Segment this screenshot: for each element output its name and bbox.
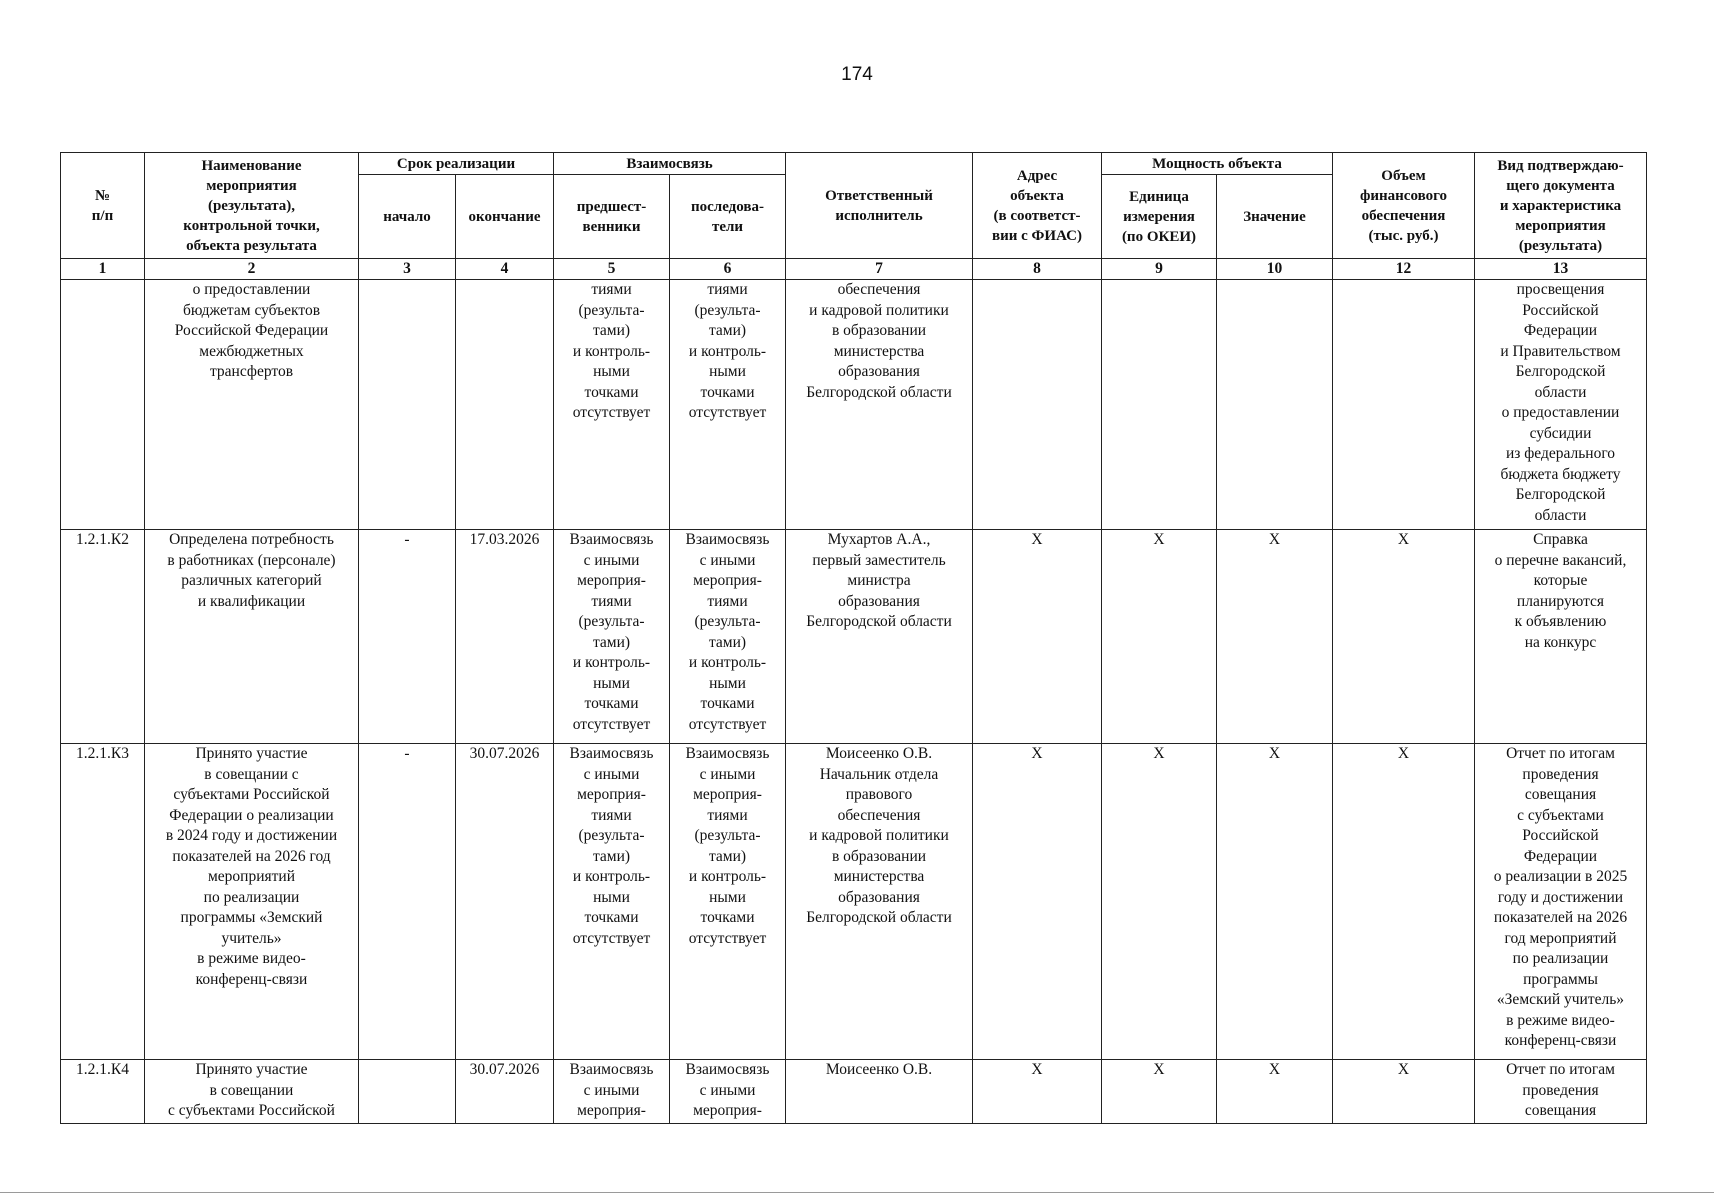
table-row <box>61 1060 1647 1124</box>
column-number: 1 <box>61 259 145 280</box>
header-start: начало <box>359 175 456 259</box>
column-number: 9 <box>1102 259 1217 280</box>
row-end <box>456 280 554 530</box>
header-link: Взаимосвязь <box>554 153 786 175</box>
row-unit: Х <box>1102 530 1217 744</box>
column-number: 12 <box>1333 259 1475 280</box>
row-finance: Х <box>1333 1060 1475 1124</box>
row-end: 30.07.2026 <box>456 1060 554 1124</box>
row-finance: Х <box>1333 530 1475 744</box>
row-address: Х <box>973 1060 1102 1124</box>
row-name: Принято участие в совещании с субъектами Российской Федерации о реализации в 2024 году и достижении показателей на 2026 год мероприятий по реализации программы «Земский учитель» в режиме видео- конференц-связи <box>145 744 359 1060</box>
row-finance <box>1333 280 1475 530</box>
row-start: - <box>359 530 456 744</box>
row-responsible: Моисеенко О.В. Начальник отдела правового обеспечения и кадровой политики в образовании министерства образования Белгородской области <box>786 744 973 1060</box>
table-header <box>61 153 1647 280</box>
column-number: 5 <box>554 259 670 280</box>
page-number: 174 <box>841 64 873 85</box>
row-name: Принято участие в совещании с субъектами Российской <box>145 1060 359 1124</box>
row-start <box>359 280 456 530</box>
row-num <box>61 280 145 530</box>
header-document: Вид подтверждаю- щего документа и характеристика мероприятия (результата) <box>1475 153 1647 259</box>
row-value <box>1217 280 1333 530</box>
row-document: Отчет по итогам проведения совещания с субъектами Российской Федерации о реализации в 2025 году и достижении показателей на 2026 год мероприятий по реализации программы «Земский учитель» в режиме видео- конференц-связи <box>1475 744 1647 1060</box>
row-responsible: обеспечения и кадровой политики в образовании министерства образования Белгородской области <box>786 280 973 530</box>
row-successors: тиями (результа- тами) и контроль- ными точками отсутствует <box>670 280 786 530</box>
header-unit: Единица измерения (по ОКЕИ) <box>1102 175 1217 259</box>
row-num: 1.2.1.К4 <box>61 1060 145 1124</box>
column-number: 6 <box>670 259 786 280</box>
row-value: Х <box>1217 530 1333 744</box>
row-name: о предоставлении бюджетам субъектов Российской Федерации межбюджетных трансфертов <box>145 280 359 530</box>
row-responsible: Мухартов А.А., первый заместитель министра образования Белгородской области <box>786 530 973 744</box>
column-number: 4 <box>456 259 554 280</box>
header-successors: последова- тели <box>670 175 786 259</box>
column-number: 10 <box>1217 259 1333 280</box>
row-value: Х <box>1217 1060 1333 1124</box>
header-power: Мощность объекта <box>1102 153 1333 175</box>
column-number: 8 <box>973 259 1102 280</box>
row-start: - <box>359 744 456 1060</box>
header-name: Наименование мероприятия (результата), контрольной точки, объекта результата <box>145 153 359 259</box>
row-address: Х <box>973 530 1102 744</box>
row-unit: Х <box>1102 744 1217 1060</box>
row-unit <box>1102 280 1217 530</box>
row-end: 17.03.2026 <box>456 530 554 744</box>
row-document: Справка о перечне вакансий, которые планируются к объявлению на конкурс <box>1475 530 1647 744</box>
row-finance: Х <box>1333 744 1475 1060</box>
row-end: 30.07.2026 <box>456 744 554 1060</box>
row-address: Х <box>973 744 1102 1060</box>
row-successors: Взаимосвязь с иными мероприя- тиями (результа- тами) и контроль- ными точками отсутствует <box>670 530 786 744</box>
table-row <box>61 530 1647 744</box>
row-predecessors: Взаимосвязь с иными мероприя- <box>554 1060 670 1124</box>
header-value: Значение <box>1217 175 1333 259</box>
row-address <box>973 280 1102 530</box>
header-num: № п/п <box>61 153 145 259</box>
row-unit: Х <box>1102 1060 1217 1124</box>
column-numbers-row <box>61 259 1647 280</box>
row-successors: Взаимосвязь с иными мероприя- тиями (результа- тами) и контроль- ными точками отсутствует <box>670 744 786 1060</box>
row-responsible: Моисеенко О.В. <box>786 1060 973 1124</box>
row-document: просвещения Российской Федерации и Правительством Белгородской области о предоставлении субсидии из федерального бюджета бюджету Белгородской области <box>1475 280 1647 530</box>
table-row <box>61 744 1647 1060</box>
table-body <box>61 280 1647 1124</box>
row-name: Определена потребность в работниках (персонале) различных категорий и квалификации <box>145 530 359 744</box>
table-row <box>61 280 1647 530</box>
plan-table <box>60 152 1647 1124</box>
header-finance: Объем финансового обеспечения (тыс. руб.) <box>1333 153 1475 259</box>
row-num: 1.2.1.К3 <box>61 744 145 1060</box>
row-predecessors: Взаимосвязь с иными мероприя- тиями (результа- тами) и контроль- ными точками отсутствует <box>554 530 670 744</box>
column-number: 7 <box>786 259 973 280</box>
scan-edge-line <box>0 1192 1714 1193</box>
header-responsible: Ответственный исполнитель <box>786 153 973 259</box>
header-address: Адрес объекта (в соответст- вии с ФИАС) <box>973 153 1102 259</box>
header-predecessors: предшест- венники <box>554 175 670 259</box>
header-end: окончание <box>456 175 554 259</box>
header-term: Срок реализации <box>359 153 554 175</box>
row-document: Отчет по итогам проведения совещания <box>1475 1060 1647 1124</box>
column-number: 3 <box>359 259 456 280</box>
row-start <box>359 1060 456 1124</box>
row-num: 1.2.1.К2 <box>61 530 145 744</box>
row-predecessors: тиями (результа- тами) и контроль- ными точками отсутствует <box>554 280 670 530</box>
row-predecessors: Взаимосвязь с иными мероприя- тиями (результа- тами) и контроль- ными точками отсутствует <box>554 744 670 1060</box>
column-number: 13 <box>1475 259 1647 280</box>
row-successors: Взаимосвязь с иными мероприя- <box>670 1060 786 1124</box>
row-value: Х <box>1217 744 1333 1060</box>
column-number: 2 <box>145 259 359 280</box>
